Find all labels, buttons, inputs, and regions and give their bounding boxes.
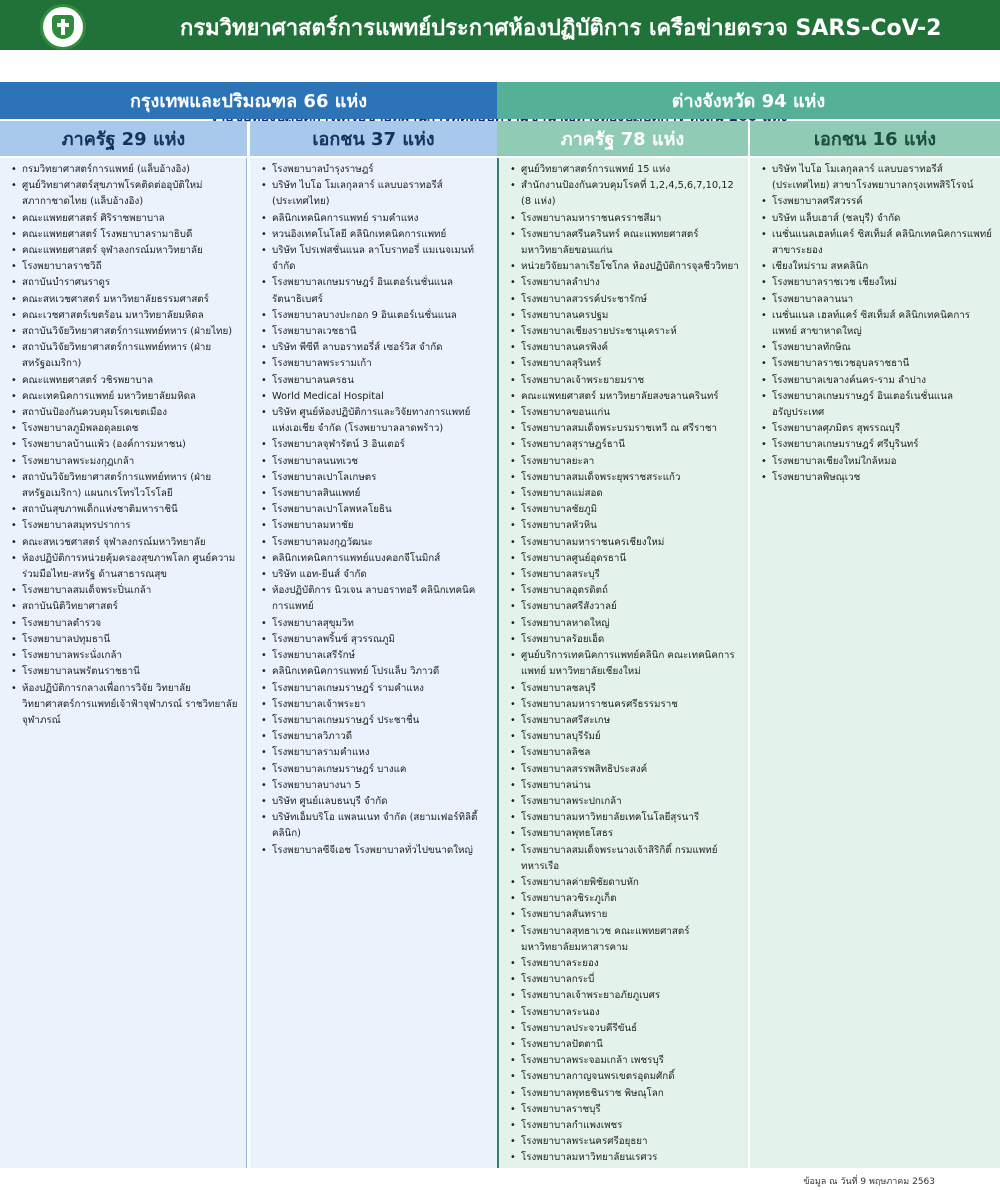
- list-item: • คลินิกเทคนิคการแพทย์ โปรแล็บ วิภาวดี: [260, 664, 489, 680]
- list-item: • บริษัท โปรเฟสชั่นแนล ลาโบราทอรี่ แมเนจเมนท์ จำกัด: [260, 243, 489, 275]
- list-item: • ห้องปฏิบัติการหน่วยคุ้มครองสุขภาพโลก ศูนย์ความร่วมมือไทย-สหรัฐ ด้านสาธารณสุข: [10, 551, 238, 583]
- list-item: • โรงพยาบาลเกษมราษฎร์ ศรีบุรินทร์: [760, 437, 992, 453]
- list-item: • โรงพยาบาลเกษมราษฎร์ อินเตอร์เนชั่นแนล อรัญประเทศ: [760, 389, 992, 421]
- list-item: • คลินิกเทคนิคการแพทย์แบงคอกจีโนมิกส์: [260, 551, 489, 567]
- list-item: • โรงพยาบาลบุรีรัมย์: [509, 729, 740, 745]
- list-item: • โรงพยาบาลสุราษฎร์ธานี: [509, 437, 740, 453]
- list-item: • โรงพยาบาลราชวิถี: [10, 259, 238, 275]
- list-item: • โรงพยาบาลจุฬารัตน์ 3 อินเตอร์: [260, 437, 489, 453]
- list-item: • โรงพยาบาลสรรพสิทธิประสงค์: [509, 762, 740, 778]
- list-item: • โรงพยาบาลเจ้าพระยายมราช: [509, 373, 740, 389]
- list-item: • โรงพยาบาลสมเด็จพระบรมราชเทวี ณ ศรีราชา: [509, 421, 740, 437]
- list-item: • โรงพยาบาลภูมิพลอดุลยเดช: [10, 421, 238, 437]
- list-item: • เชียงใหม่ราม สหคลินิก: [760, 259, 992, 275]
- list-item: • บริษัท แล็บเฮาส์ (ชลบุรี) จำกัด: [760, 211, 992, 227]
- list-item: • โรงพยาบาลน่าน: [509, 778, 740, 794]
- list-item: • โรงพยาบาลสระบุรี: [509, 567, 740, 583]
- list-item: • โรงพยาบาลสุทธาเวช คณะแพทยศาสตร์ มหาวิทยาลัยมหาสารคาม: [509, 924, 740, 956]
- list-item: • โรงพยาบาลวิภาวดี: [260, 729, 489, 745]
- list-item: • ศูนย์วิทยาศาสตร์การแพทย์ 15 แห่ง: [509, 162, 740, 178]
- list-item: • โรงพยาบาลศรีสังวาลย์: [509, 599, 740, 615]
- list-item: • โรงพยาบาลบางปะกอก 9 อินเตอร์เนชั่นแนล: [260, 308, 489, 324]
- list-item: • สถาบันนิติวิทยาศาสตร์: [10, 599, 238, 615]
- list-item: • โรงพยาบาลปทุมธานี: [10, 632, 238, 648]
- list-item: • โรงพยาบาลศุภมิตร สุพรรณบุรี: [760, 421, 992, 437]
- list-item: • โรงพยาบาลพระรามเก้า: [260, 356, 489, 372]
- list-item: • สถาบันสุขภาพเด็กแห่งชาติมหาราชินี: [10, 502, 238, 518]
- list-item: • โรงพยาบาลมหาราชนครศรีธรรมราช: [509, 697, 740, 713]
- list-item: • โรงพยาบาลเจ้าพระยาอภัยภูเบศร: [509, 988, 740, 1004]
- list-item: • โรงพยาบาลชัยภูมิ: [509, 502, 740, 518]
- list-item: • โรงพยาบาลสุขุมวิท: [260, 616, 489, 632]
- list-item: • โรงพยาบาลมหาราชนครเชียงใหม่: [509, 535, 740, 551]
- list-item: • โรงพยาบาลนครธน: [260, 373, 489, 389]
- list-item: • โรงพยาบาลเปาโลเกษตร: [260, 470, 489, 486]
- list-item: • โรงพยาบาลร้อยเอ็ด: [509, 632, 740, 648]
- dms-logo-icon: [40, 4, 86, 50]
- provinces-government-list: [497, 158, 748, 1168]
- bangkok-private-list: [250, 158, 497, 1168]
- list-item: • โรงพยาบาลสมเด็จพระปิ่นเกล้า: [10, 583, 238, 599]
- list-item: • ห้องปฏิบัติการกลางเพื่อการวิจัย วิทยาลัยวิทยาศาสตร์การแพทย์เจ้าฟ้าจุฬาภรณ์ ราชวิทยาลัยจุฬาภรณ์: [10, 681, 238, 730]
- region-provinces-header: ต่างจังหวัด 94 แห่ง: [497, 82, 1000, 119]
- list-item: • โรงพยาบาลนครพิงค์: [509, 340, 740, 356]
- list-item: • คณะสหเวชศาสตร์ จุฬาลงกรณ์มหาวิทยาลัย: [10, 535, 238, 551]
- list-item: • โรงพยาบาลศรีสวรรค์: [760, 194, 992, 210]
- list-item: • บริษัท ศูนย์ห้องปฏิบัติการและวิจัยทางการแพทย์ แห่งเอเชีย จำกัด (โรงพยาบาลลาดพร้าว): [260, 405, 489, 437]
- list-item: • โรงพยาบาลพิษณุเวช: [760, 470, 992, 486]
- list-item: • โรงพยาบาลปัตตานี: [509, 1037, 740, 1053]
- list-item: • โรงพยาบาลเขลางค์นคร-ราม ลำปาง: [760, 373, 992, 389]
- list-item: • โรงพยาบาลวชิระภูเก็ต: [509, 891, 740, 907]
- subheader: [0, 50, 1000, 82]
- bangkok-government-list: [0, 158, 247, 1168]
- list-item: • โรงพยาบาลพระนั่งเกล้า: [10, 648, 238, 664]
- list-item: • คณะแพทยศาสตร์ วชิรพยาบาล: [10, 373, 238, 389]
- list-item: • หน่วยวิจัยมาลาเรียโซโกล ห้องปฏิบัติการจุลชีววิทยา: [509, 259, 740, 275]
- list-item: • โรงพยาบาลมหาวิทยาลัยนเรศวร: [509, 1150, 740, 1166]
- list-item: • เนชั่นแนล เฮลท์แคร์ ซิสเท็มส์ คลินิกเทคนิคการแพทย์ สาขาหาดใหญ่: [760, 308, 992, 340]
- list-item: • โรงพยาบาลซีจีเอช โรงพยาบาลทั่วไปขนาดใหญ่: [260, 843, 489, 859]
- list-item: • โรงพยาบาลราชเวช เชียงใหม่: [760, 275, 992, 291]
- list-item: • คณะแพทยศาสตร์ มหาวิทยาลัยสงขลานครินทร์: [509, 389, 740, 405]
- list-item: • โรงพยาบาลกาญจนพรเขตรอุดมศักดิ์: [509, 1069, 740, 1085]
- list-item: • หวนอิงเทคโนโลยี คลินิกเทคนิคการแพทย์: [260, 227, 489, 243]
- list-item: • โรงพยาบาลมหาชัย: [260, 518, 489, 534]
- list-item: • คณะเวชศาสตร์เขตร้อน มหาวิทยาลัยมหิดล: [10, 308, 238, 324]
- list-item: • คลินิกเทคนิคการแพทย์ รามคำแหง: [260, 211, 489, 227]
- list-item: • โรงพยาบาลสมุทรปราการ: [10, 518, 238, 534]
- list-item: • สถาบันวิจัยวิทยาศาสตร์การแพทย์ทหาร (ฝ่ายสหรัฐอเมริกา): [10, 340, 238, 372]
- list-item: • โรงพยาบาลศรีสะเกษ: [509, 713, 740, 729]
- list-item: • คณะแพทยศาสตร์ จุฬาลงกรณ์มหาวิทยาลัย: [10, 243, 238, 259]
- list-item: • โรงพยาบาลกระบี่: [509, 972, 740, 988]
- list-item: • โรงพยาบาลกำแพงเพชร: [509, 1118, 740, 1134]
- list-item: • โรงพยาบาลศูนย์อุดรธานี: [509, 551, 740, 567]
- list-item: • โรงพยาบาลศรีนครินทร์ คณะแพทยศาสตร์ มหาวิทยาลัยขอนแก่น: [509, 227, 740, 259]
- list-item: • สถาบันป้องกันควบคุมโรคเขตเมือง: [10, 405, 238, 421]
- list-item: • โรงพยาบาลตำรวจ: [10, 616, 238, 632]
- list-item: • โรงพยาบาลหัวหิน: [509, 518, 740, 534]
- list-item: • โรงพยาบาลค่ายพิชัยดาบหัก: [509, 875, 740, 891]
- list-item: • บริษัท ไบโอ โมเลกุลลาร์ แลบบอราทอรีส์ (ประเทศไทย): [260, 178, 489, 210]
- list-item: • โรงพยาบาลสันทราย: [509, 907, 740, 923]
- list-item: • เนชั่นแนลเฮลท์แคร์ ซิสเท็มส์ คลินิกเทคนิคการแพทย์ สาขาระยอง: [760, 227, 992, 259]
- list-item: • โรงพยาบาลพระนครศรีอยุธยา: [509, 1134, 740, 1150]
- list-item: • สถาบันวิจัยวิทยาศาสตร์การแพทย์ทหาร (ฝ่ายสหรัฐอเมริกา) แผนกเรโทรไวโรโลยี: [10, 470, 238, 502]
- list-item: • คณะเทคนิคการแพทย์ มหาวิทยาลัยมหิดล: [10, 389, 238, 405]
- list-item: • กรมวิทยาศาสตร์การแพทย์ (แล็บอ้างอิง): [10, 162, 238, 178]
- list-item: • ศูนย์วิทยาศาสตร์สุขภาพโรคติดต่ออุบัติใหม่ สภากาชาดไทย (แล็บอ้างอิง): [10, 178, 238, 210]
- list-item: • โรงพยาบาลทักษิณ: [760, 340, 992, 356]
- list-item: • โรงพยาบาลมหาวิทยาลัยเทคโนโลยีสุรนารี: [509, 810, 740, 826]
- list-item: • โรงพยาบาลแม่สอด: [509, 486, 740, 502]
- list-item: • โรงพยาบาลเวชธานี: [260, 324, 489, 340]
- provinces-government-header: ภาครัฐ 78 แห่ง: [497, 121, 748, 156]
- list-item: • โรงพยาบาลสวรรค์ประชารักษ์: [509, 292, 740, 308]
- list-item: • โรงพยาบาลสินแพทย์: [260, 486, 489, 502]
- list-item: • คณะแพทยศาสตร์ ศิริราชพยาบาล: [10, 211, 238, 227]
- list-item: • โรงพยาบาลเจ้าพระยา: [260, 697, 489, 713]
- list-item: • โรงพยาบาลราชบุรี: [509, 1102, 740, 1118]
- list-item: • สถาบันวิจัยวิทยาศาสตร์การแพทย์ทหาร (ฝ่ายไทย): [10, 324, 238, 340]
- list-item: • โรงพยาบาลนนทเวช: [260, 454, 489, 470]
- list-item: • โรงพยาบาลมหาราชนครราชสีมา: [509, 211, 740, 227]
- data-date-note: ข้อมูล ณ วันที่ 9 พฤษภาคม 2563: [803, 1177, 935, 1187]
- list-item: • โรงพยาบาลสมเด็จพระยุพราชสระแก้ว: [509, 470, 740, 486]
- list-item: • โรงพยาบาลสุรินทร์: [509, 356, 740, 372]
- list-item: • โรงพยาบาลเกษมราษฎร์ อินเตอร์เนชั่นแนล รัตนาธิเบศร์: [260, 275, 489, 307]
- list-item: • World Medical Hospital: [260, 389, 489, 405]
- bangkok-private-header: เอกชน 37 แห่ง: [250, 121, 497, 156]
- provinces-private-header: เอกชน 16 แห่ง: [750, 121, 1000, 156]
- list-item: • โรงพยาบาลชลบุรี: [509, 681, 740, 697]
- list-item: • โรงพยาบาลระนอง: [509, 1005, 740, 1021]
- list-item: • โรงพยาบาลบางนา 5: [260, 778, 489, 794]
- list-item: • โรงพยาบาลอุตรดิตถ์: [509, 583, 740, 599]
- list-item: • โรงพยาบาลรามคำแหง: [260, 745, 489, 761]
- list-item: • โรงพยาบาลหาดใหญ่: [509, 616, 740, 632]
- list-item: • โรงพยาบาลสมเด็จพระนางเจ้าสิริกิติ์ กรมแพทย์ทหารเรือ: [509, 843, 740, 875]
- list-item: • ห้องปฏิบัติการ นิวเจน ลาบอราทอรี คลินิกเทคนิคการแพทย์: [260, 583, 489, 615]
- list-item: • บริษัทเอ็มบริโอ แพลนเนท จำกัด (สยามเฟอร์ทิลิตี้ คลินิก): [260, 810, 489, 842]
- page-title: กรมวิทยาศาสตร์การแพทย์ประกาศห้องปฏิบัติการ เครือข่ายตรวจ SARS-CoV-2: [180, 16, 942, 41]
- list-item: • โรงพยาบาลเชียงรายประชานุเคราะห์: [509, 324, 740, 340]
- list-item: • โรงพยาบาลประจวบคีรีขันธ์: [509, 1021, 740, 1037]
- region-bangkok-header: กรุงเทพและปริมณฑล 66 แห่ง: [0, 82, 497, 119]
- list-item: • โรงพยาบาลพระปกเกล้า: [509, 794, 740, 810]
- list-item: • โรงพยาบาลพุทธโสธร: [509, 826, 740, 842]
- list-item: • โรงพยาบาลเสรีรักษ์: [260, 648, 489, 664]
- list-item: • โรงพยาบาลระยอง: [509, 956, 740, 972]
- list-item: • บริษัท พีซีที ลาบอราทอรี่ส์ เซอร์วิส จำกัด: [260, 340, 489, 356]
- list-item: • โรงพยาบาลราชเวชอุบลราชธานี: [760, 356, 992, 372]
- list-item: • โรงพยาบาลเชียงใหม่ใกล้หมอ: [760, 454, 992, 470]
- list-item: • บริษัท ไบโอ โมเลกุลลาร์ แลบบอราทอรีส์ (ประเทศไทย) สาขาโรงพยาบาลกรุงเทพสิริโรจน์: [760, 162, 992, 194]
- list-item: • คณะแพทยศาสตร์ โรงพยาบาลรามาธิบดี: [10, 227, 238, 243]
- list-item: • คณะสหเวชศาสตร์ มหาวิทยาลัยธรรมศาสตร์: [10, 292, 238, 308]
- list-item: • บริษัท แอท-ยีนส์ จำกัด: [260, 567, 489, 583]
- list-item: • โรงพยาบาลลิชล: [509, 745, 740, 761]
- list-item: • โรงพยาบาลบำรุงราษฎร์: [260, 162, 489, 178]
- list-item: • โรงพยาบาลเกษมราษฎร์ รามคำแหง: [260, 681, 489, 697]
- list-item: • โรงพยาบาลยะลา: [509, 454, 740, 470]
- list-item: • โรงพยาบาลมงกุฎวัฒนะ: [260, 535, 489, 551]
- list-item: • โรงพยาบาลบ้านแพ้ว (องค์การมหาชน): [10, 437, 238, 453]
- list-item: • ศูนย์บริการเทคนิคการแพทย์คลินิก คณะเทคนิคการแพทย์ มหาวิทยาลัยเชียงใหม่: [509, 648, 740, 680]
- list-item: • สำนักงานป้องกันควบคุมโรคที่ 1,2,4,5,6,7,10,12 (8 แห่ง): [509, 178, 740, 210]
- bangkok-government-header: ภาครัฐ 29 แห่ง: [0, 121, 247, 156]
- provinces-private-list: [750, 158, 1000, 1168]
- header-bar: [0, 0, 1000, 50]
- list-item: • โรงพยาบาลเกษมราษฎร์ บางแค: [260, 762, 489, 778]
- list-item: • โรงพยาบาลพระจอมเกล้า เพชรบุรี: [509, 1053, 740, 1069]
- list-item: • โรงพยาบาลพริ้นซ์ สุวรรณภูมิ: [260, 632, 489, 648]
- list-item: • โรงพยาบาลพระมงกุฎเกล้า: [10, 454, 238, 470]
- list-item: • บริษัท ศูนย์แลบธนบุรี จำกัด: [260, 794, 489, 810]
- list-item: • โรงพยาบาลลำปาง: [509, 275, 740, 291]
- list-item: • สถาบันบำราศนราดูร: [10, 275, 238, 291]
- list-item: • โรงพยาบาลลานนา: [760, 292, 992, 308]
- list-item: • โรงพยาบาลขอนแก่น: [509, 405, 740, 421]
- list-item: • โรงพยาบาลพุทธชินราช พิษณุโลก: [509, 1086, 740, 1102]
- list-item: • โรงพยาบาลเปาโลพหลโยธิน: [260, 502, 489, 518]
- list-item: • โรงพยาบาลเกษมราษฎร์ ประชาชื่น: [260, 713, 489, 729]
- list-item: • โรงพยาบาลนพรัตนราชธานี: [10, 664, 238, 680]
- list-item: • โรงพยาบาลนครปฐม: [509, 308, 740, 324]
